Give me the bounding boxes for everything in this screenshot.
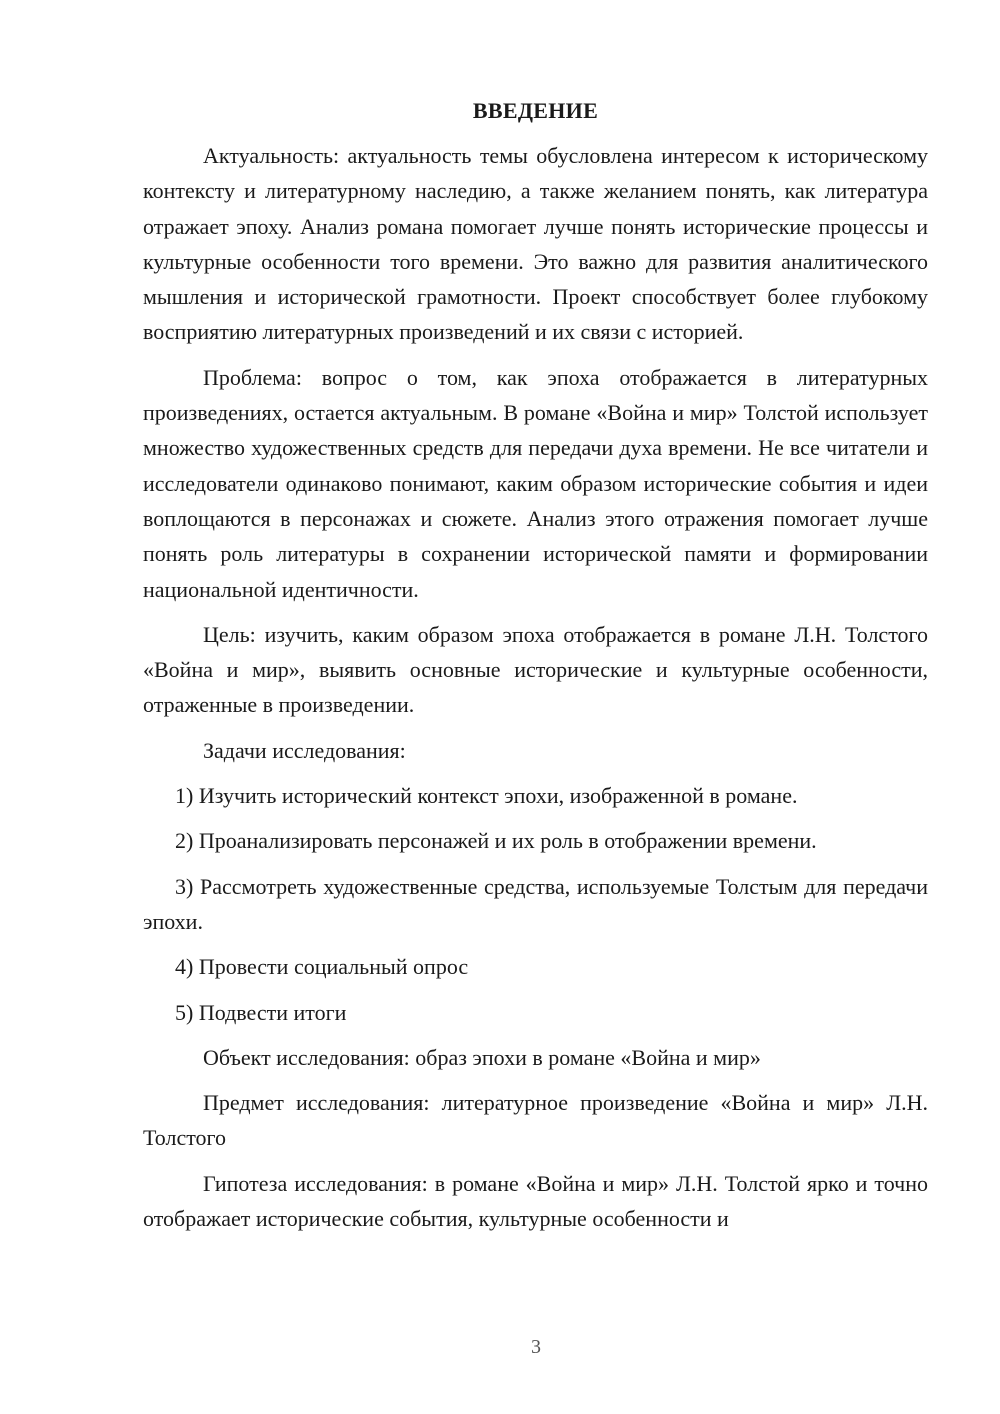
task-item-3: 3) Рассмотреть художественные средства, используемые Толстым для передачи эпохи. <box>143 873 928 934</box>
paragraph-relevance: Актуальность: актуальность темы обусловлена интересом к историческому контексту и литературному наследию, а также желанием понять, как литература отражает эпоху. Анализ романа помогает лучше понять исторические процессы и культурные особенности того времени. Это важно для развития аналитического мышления и исторической грамотности. Проект способствует более глубокому восприятию литературных произведений и их связи с историей. <box>143 143 928 345</box>
task-item-5: 5) Подвести итоги <box>175 999 347 1025</box>
paragraph-subject: Предмет исследования: литературное произведение «Война и мир» Л.Н. Толстого <box>143 1090 928 1151</box>
page-number: 3 <box>531 1336 541 1358</box>
paragraph-goal: Цель: изучить, каким образом эпоха отображается в романе Л.Н. Толстого «Война и мир», выявить основные исторические и культурные особенности, отраженные в произведении. <box>143 621 928 718</box>
paragraph-problem: Проблема: вопрос о том, как эпоха отображается в литературных произведениях, остается актуальным. В романе «Война и мир» Толстой использует множество художественных средств для передачи духа времени. Не все читатели и исследователи одинаково понимают, каким образом исторические события и идеи воплощаются в персонажах и сюжете. Анализ этого отражения помогает лучше понять роль литературы в сохранении исторической памяти и формировании национальной идентичности. <box>143 364 928 602</box>
tasks-title: Задачи исследования: <box>203 737 406 763</box>
task-item-4: 4) Провести социальный опрос <box>175 954 469 980</box>
task-item-1: 1) Изучить исторический контекст эпохи, изображенной в романе. <box>175 783 798 809</box>
paragraph-object: Объект исследования: образ эпохи в романе «Война и мир» <box>203 1044 761 1070</box>
page-content <box>143 96 928 1236</box>
task-item-2: 2) Проанализировать персонажей и их роль в отображении времени. <box>175 828 817 854</box>
section-heading: ВВЕДЕНИЕ <box>472 98 599 123</box>
paragraph-hypothesis: Гипотеза исследования: в романе «Война и мир» Л.Н. Толстой ярко и точно отображает исторические события, культурные особенности и <box>143 1170 928 1232</box>
